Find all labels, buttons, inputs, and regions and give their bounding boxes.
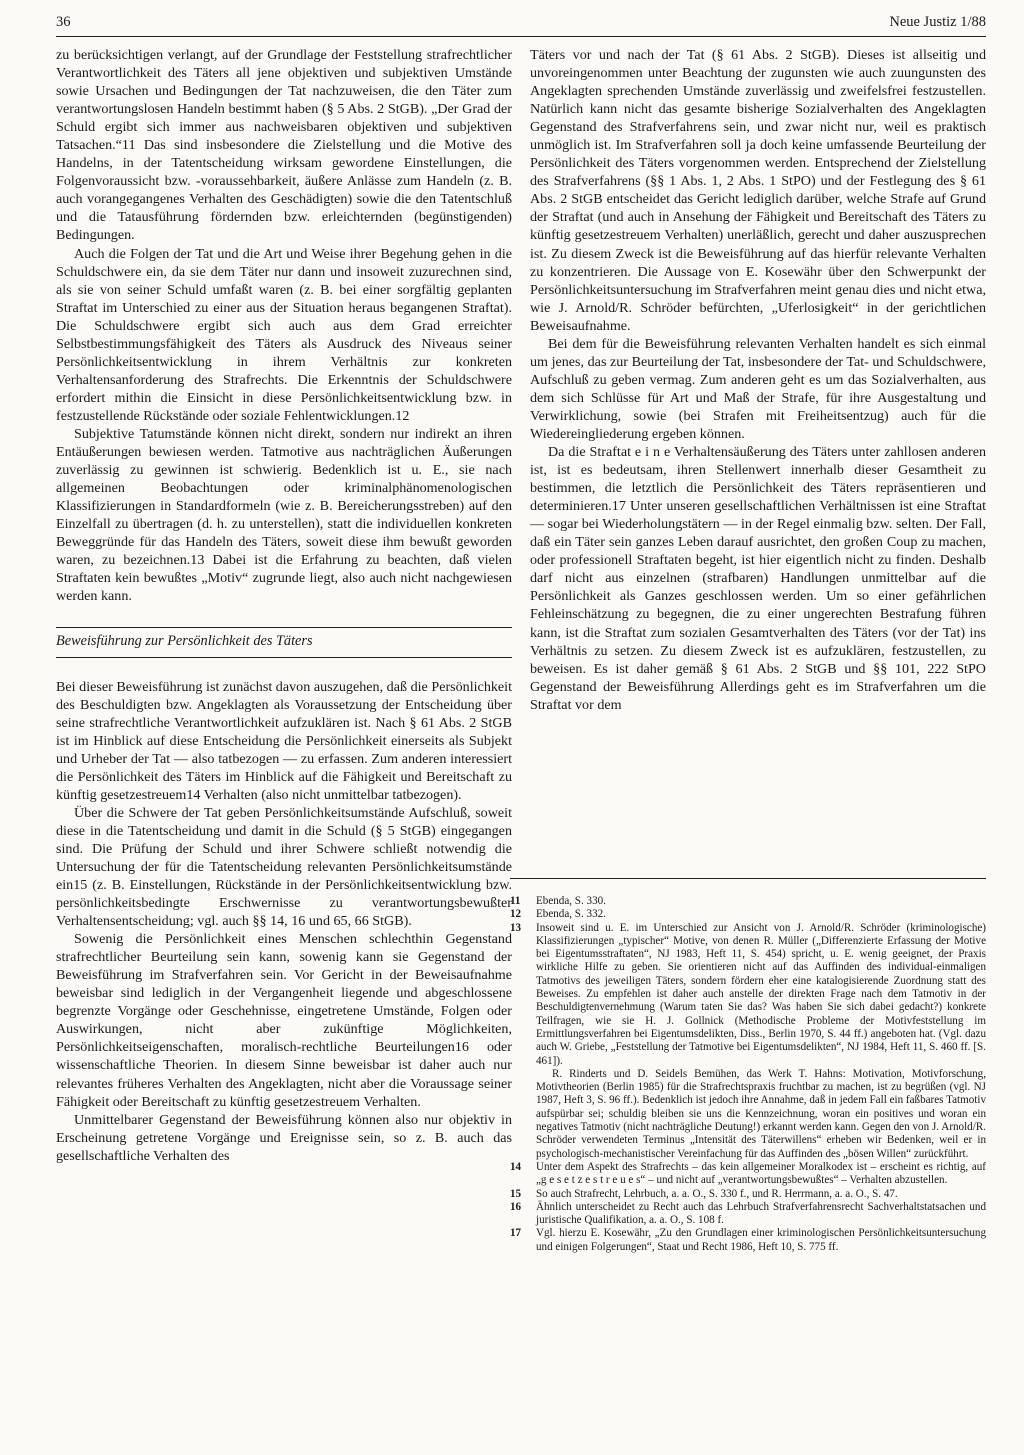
footnote [510, 1227, 986, 1254]
paragraph: Täters vor und nach der Tat (§ 61 Abs. 2 StGB). Dieses ist allseitig und unvoreingenommen unter Beachtung der zugunsten wie auch zuungunsten des Angeklagten sprechenden Umstände zuverlässig und zweifelsfrei festzustellen. Natürlich kann nicht das gesamte bisherige Sozialverhalten des Angeklagten Gegenstand des Strafverfahrens sein, und zwar nicht nur, weil es praktisch unmöglich ist. Im Strafverfahren soll ja doch keine umfassende Beurteilung der Persönlichkeit des Täters vorgenommen werden. Entsprechend der Zielstellung des Strafverfahrens (§§ 1 Abs. 1, 2 Abs. 1 StPO) und der Festlegung des § 61 Abs. 2 StGB entscheidet das Gericht lediglich darüber, welche Strafe auf Grund der Straftat (und auch in Ansehung der Fähigkeit und Bereitschaft des Täters zu künftig gesetzestreuem Verhalten) unerläßlich, gerecht und daher auszusprechen ist. Zu diesem Zweck ist die Beweisführung auf das hierfür relevante Verhalten zu konzentrieren. Die Aussage von E. Kosewähr über den Schwerpunkt der Persönlichkeitsuntersuchung im Strafverfahren meint genau dies und nicht etwa, wie J. Arnold/R. Schröder befürchten, „Uferlosigkeit“ in der gerichtlichen Beweisaufnahme. [530, 47, 986, 334]
paragraph: zu berücksichtigen verlangt, auf der Grundlage der Feststellung strafrechtlicher Verantwortlichkeit des Täters all jene objektiven und subjektiven Umstände sowie Ursachen und Bedingungen der Tat nachzuweisen, die den Täter zum verantwortungslosen Handeln bestimmt haben (§ 5 Abs. 2 StGB). „Der Grad der Schuld ergibt sich immer aus nachweisbaren objektiven und subjektiven Tatsachen.“11 Das sind insbesondere die Zielstellung und die Motive des Handelns, in der Tatentscheidung wirksam gewordene Einstellungen, die Folgenvoraussicht bzw. -voraussehbarkeit, äußere Anlässe zum Handeln (z. B. auch vorangegangenes Verhalten des Geschädigten) sowie die den Tatentschluß und die Tatausführung fördernden bzw. erleichternden (begünstigenden) Bedingungen. [56, 47, 512, 244]
footnote-text: Ebenda, S. 332. [536, 908, 606, 921]
footnote [510, 908, 986, 921]
section-heading: Beweisführung zur Persönlichkeit des Täters [56, 627, 512, 657]
footnote [510, 1188, 986, 1201]
footnote-number: 15 [510, 1187, 522, 1200]
footnote-number: 14 [510, 1160, 522, 1173]
footnote-text: So auch Strafrecht, Lehrbuch, a. a. O., S. 330 f., und R. Herrmann, a. a. O., S. 47. [536, 1187, 898, 1200]
footnote-number: 17 [510, 1227, 522, 1240]
paragraph: Unmittelbarer Gegenstand der Beweisführung können also nur objektiv in Erscheinung getretene Vorgänge und Ereignisse sein, so z. B. auch das gesellschaftliche Verhalten des [56, 1111, 512, 1164]
paragraph: Über die Schwere der Tat geben Persönlichkeitsumstände Aufschluß, soweit diese in die Tatentscheidung und damit in die Schuld (§ 5 StGB) eingegangen sind. Die Prüfung der Schuld und ihrer Schwere schließt notwendig die Untersuchung der für die Tatentscheidung relevanten Persönlichkeitsumstände ein15 (z. B. Einstellungen, Rückstände in der Persönlichkeitsentwicklung bzw. persönlichkeitsbedingte Erschwernisse zu verantwortungsbewußter Verhaltensentscheidung; vgl. auch §§ 14, 16 und 65, 66 StGB). [56, 804, 512, 930]
paragraph: Da die Straftat e i n e Verhaltensäußerung des Täters unter zahllosen anderen ist, ist es bedeutsam, ihren Stellenwert innerhalb dieser Gesamtheit zu bestimmen, die letztlich die Persönlichkeit des Täters repräsentieren und determinieren.17 Unter unseren gesellschaftlichen Verhältnissen ist eine Straftat — sogar bei Wiederholungstätern — in der Regel einmalig bzw. selten. Der Fall, daß ein Täter sein ganzes Leben darauf ausrichtet, den großen Coup zu machen, oder professionell Straftaten begeht, ist hier eigentlich nicht zu finden. Deshalb darf nicht aus einzelnen (strafbaren) Handlungen unmittelbar auf die Persönlichkeit als Ganzes geschlossen werden. Um so einer gefährlichen Fehleinschätzung zu begegnen, die zu einer ungerechten Bestrafung führen kann, ist die Straftat zum sozialen Gesamtverhalten des Täters (vor der Tat) ins Verhältnis zu setzen. Zu diesem Zweck ist es aufzuklären, festzustellen, zu beweisen. Es ist daher gemäß § 61 Abs. 2 StGB und §§ 101, 222 StPO Gegenstand der Beweisführung Allerdings geht es im Strafverfahren um die Straftat vor dem [530, 444, 986, 713]
footnote-text: Ähnlich unterscheidet zu Recht auch das Lehrbuch Strafverfahrensrecht Sachverhaltstatsachen und juristische Qualifikation, a. a. O., S. 108 f. [536, 1200, 986, 1227]
footnote-number: 12 [510, 908, 522, 921]
footnote [510, 922, 986, 1161]
footnote-text: Ebenda, S. 330. [536, 895, 606, 907]
journal-title: Neue Justiz 1/88 [889, 14, 986, 30]
page-header [56, 10, 986, 37]
footnote-number: 13 [510, 921, 522, 934]
footnote [510, 895, 986, 908]
footnote-number: 11 [510, 895, 521, 907]
footnote-text: Vgl. hierzu E. Kosewähr, „Zu den Grundlagen einer kriminologischen Persönlichkeitsuntersuchung und einigen Folgerungen“, Staat und Recht 1986, Heft 10, S. 775 ff. [536, 1227, 986, 1253]
footnote [510, 1161, 986, 1188]
paragraph: Bei dieser Beweisführung ist zunächst davon auszugehen, daß die Persönlichkeit des Beschuldigten bzw. Angeklagten als Voraussetzung der Entscheidung über seine strafrechtliche Verantwortlichkeit aufzuklären ist. Nach § 61 Abs. 2 StGB ist im Hinblick auf diese Entscheidung die Persönlichkeit einerseits als Subjekt und Urheber der Tat — also tatbezogen — zu erfassen. Zum anderen interessiert die Persönlichkeit des Täters im Hinblick auf die Fähigkeit und Bereitschaft zu künftig gesetzestreuem14 Verhalten (also nicht unmittelbar tatbezogen). [56, 678, 512, 803]
footnote-text: Unter dem Aspekt des Strafrechts – das kein allgemeiner Moralkodex ist – erscheint es richtig, auf „g e s e t z e s t r e u e s“ – und nicht auf „verantwortungsbewußtes“ – Verhalten abzustellen. [536, 1160, 986, 1187]
footnotes [510, 878, 986, 1254]
footnote-continuation: R. Rinderts und D. Seidels Bemühen, das Werk T. Hahns: Motivation, Motivforschung, Motivtheorien (Berlin 1985) für die Strafrechtspraxis fruchtbar zu machen, ist zu begrüßen (vgl. NJ 1987, Heft 3, S. 96 ff.). Bedenklich ist jedoch ihre Annahme, daß in jedem Fall ein faßbares Tatmotiv aufspürbar sei; schuldig bleiben sie uns die Kennzeichnung, woran ein positives und woran ein negatives Tatmotiv (nicht nachträgliche Deutung!) erkannt werden kann. Gegen den von J. Arnold/R. Schröder verwendeten Terminus „Intensität des Täterwillens“ erheben wir Bedenken, weil er in psychologisch-mechanistischer Vereinfachung für das Auffinden des „bösen Willen“ zurückführt. [536, 1067, 986, 1160]
paragraph: Auch die Folgen der Tat und die Art und Weise ihrer Begehung gehen in die Schuldschwere ein, da sie dem Täter nur dann und insoweit zuzurechnen sind, als sie von seiner Schuld umfaßt waren (z. B. bei einer sorgfältig geplanten Straftat im Unterschied zu einer aus der Situation heraus begangenen Straftat). Die Schuldschwere ergibt sich auch aus dem Grad erreichter Selbstbestimmungsfähigkeit des Täters als Ausdruck des Niveaus seiner Persönlichkeitsentwicklung in ihrem Verhältnis zur konkreten Verhaltensanforderung des Strafrechts. Die Erkenntnis der Schuldschwere erfordert mithin die Einsicht in diese Persönlichkeitsentwicklung bzw. in festzustellende Rückstände oder soziale Fehlentwicklungen.12 [56, 245, 512, 424]
page-number: 36 [56, 14, 71, 30]
right-column [530, 46, 986, 714]
left-column [56, 46, 512, 1165]
footnote [510, 1201, 986, 1228]
paragraph: Bei dem für die Beweisführung relevanten Verhalten handelt es sich einmal um jenes, das zur Beurteilung der Tat, insbesondere der Tat- und Schuldschwere, Aufschluß zu geben vermag. Zum anderen geht es um das Sozialverhalten, aus dem sich Schlüsse für Art und Maß der Strafe, für ihre Ausgestaltung und Verwirklichung, sowie (bei Strafen mit Freiheitsentzug) auch für die Wiedereingliederung ergeben können. [530, 335, 986, 442]
footnote-text: Insoweit sind u. E. im Unterschied zur Ansicht von J. Arnold/R. Schröder (kriminologische) Klassifizierungen „typischer“ Motive, von denen R. Müller („Differenzierte Erfassung der Motive bei Eigentumsstraftaten“, NJ 1983, Heft 11, S. 454) spricht, u. E. wenig geeignet, der Praxis wirkliche Hilfe zu geben. Sie orientieren nicht auf das Auffinden des individual-einmaligen Tatmotivs des jeweiligen Täters, sondern fördern eher eine katalogisierende Zuordnung statt des Beweises. Zu empfehlen ist daher auch anstelle der direkten Frage nach dem Tatmotiv in der Beschuldigtenvernehmung (Warum taten Sie das? Was haben Sie sich dabei gedacht?) konkrete Teilfragen, wie sie H. J. Gollnick (Methodische Probleme der Motivfeststellung im Ermittlungsverfahren bei Eigentumsdelikten, Diss., Berlin 1970, S. 44 ff.) angeboten hat. (Vgl. dazu auch W. Griebe, „Feststellung der Tatmotive bei Eigentumsdelikten“, NJ 1984, Heft 11, S. 460 ff. [S. 461]). [536, 921, 986, 1067]
paragraph: Subjektive Tatumstände können nicht direkt, sondern nur indirekt an ihren Entäußerungen bewiesen werden. Tatmotive aus nachträglichen Äußerungen zuverlässig zu gewinnen ist schwierig. Bedenklich ist u. E., sie nach allgemeinen Beobachtungen oder kriminalphänomenologischen Klassifizierungen in Standardformeln (wie z. B. Bereicherungsstreben) auf den Einzelfall zu übertragen (d. h. zu unterstellen), statt die individuellen konkreten Beweggründe für das Handeln des Täters, soweit diese ihm bewußt geworden waren, zu bezeichnen.13 Dabei ist die Erfahrung zu beachten, daß vielen Straftaten kein bewußtes „Motiv“ zugrunde liegt, also auch nicht nachgewiesen werden kann. [56, 425, 512, 605]
footnote-number: 16 [510, 1200, 522, 1213]
paragraph: Sowenig die Persönlichkeit eines Menschen schlechthin Gegenstand strafrechtlicher Beurteilung sein kann, sowenig kann sie Gegenstand der Beweisführung im Strafverfahren sein. Vor Gericht in der Beweisaufnahme beweisbar sind lediglich in der Vergangenheit liegende und abgeschlossene begrenzte Vorgänge oder Geschehnisse, eingetretene Umstände, Folgen oder Auswirkungen, nicht aber zukünftige Möglichkeiten, Persönlichkeitseigenschaften, moralisch-rechtliche Beurteilungen16 oder wissenschaftliche Theorien. In diesem Sinne beweisbar ist daher auch nur relevantes früheres Verhalten des Angeklagten, nicht aber die Voraussage seiner Fähigkeit oder Bereitschaft zu künftig gesetzestreuem Verhalten. [56, 931, 512, 1110]
